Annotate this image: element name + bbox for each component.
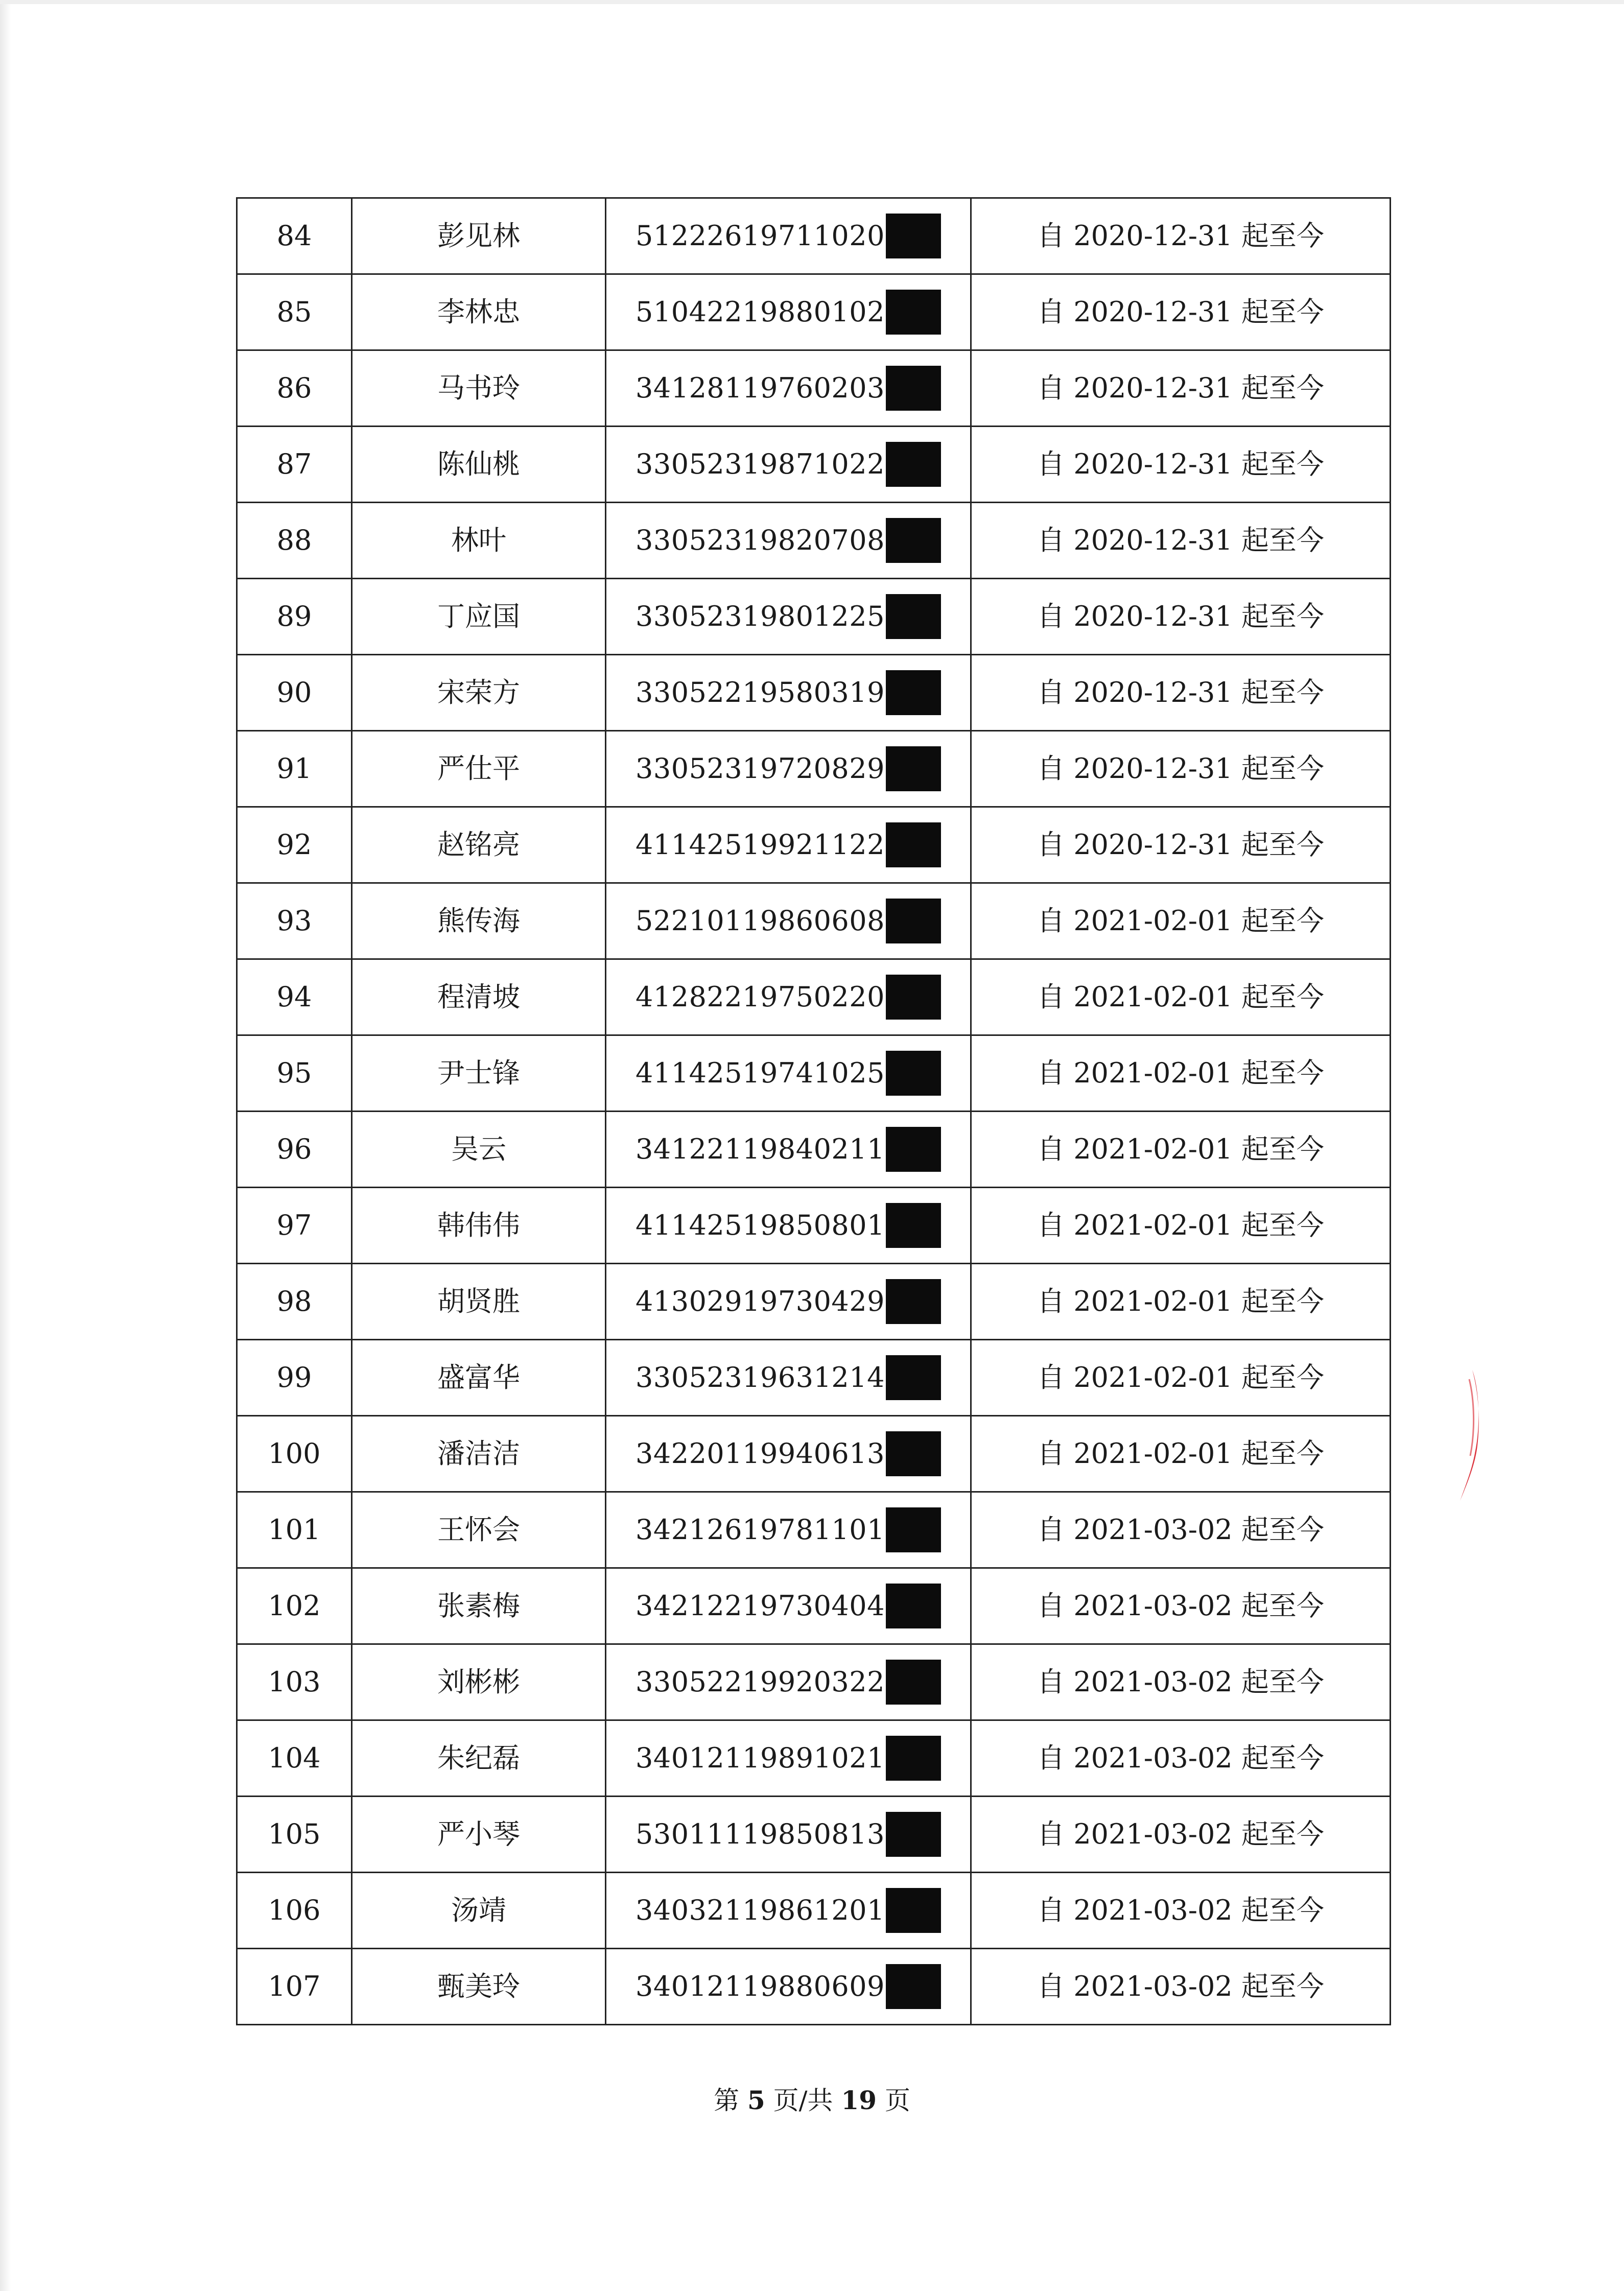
personnel-table	[236, 197, 1391, 2025]
row-number-cell: 89	[237, 579, 352, 655]
row-number-cell: 106	[237, 1873, 352, 1949]
row-number-cell: 93	[237, 883, 352, 959]
period-cell: 自 2021-02-01 起至今	[971, 1416, 1391, 1492]
redaction-block	[886, 518, 941, 563]
id-number-visible-digits: 34220119940613	[636, 1437, 885, 1470]
table-row	[237, 731, 1391, 807]
person-name-cell: 张素梅	[352, 1568, 606, 1644]
period-cell: 自 2021-02-01 起至今	[971, 959, 1391, 1035]
id-number-visible-digits: 33052319720829	[636, 752, 885, 785]
table-row	[237, 1797, 1391, 1873]
person-name-cell: 吴云	[352, 1112, 606, 1188]
id-number-visible-digits: 41142519850801	[636, 1209, 885, 1241]
row-number-cell: 104	[237, 1720, 352, 1797]
person-name-cell: 陈仙桃	[352, 427, 606, 503]
id-number-visible-digits: 52210119860608	[636, 905, 885, 937]
table-row	[237, 1340, 1391, 1416]
person-name-cell: 王怀会	[352, 1492, 606, 1568]
id-number-cell	[606, 1188, 971, 1264]
table-row	[237, 1568, 1391, 1644]
row-number-cell: 97	[237, 1188, 352, 1264]
scan-top-edge	[0, 0, 1624, 4]
period-cell: 自 2021-02-01 起至今	[971, 1188, 1391, 1264]
redaction-block	[886, 1203, 941, 1248]
redaction-block	[886, 670, 941, 715]
id-number-cell	[606, 1949, 971, 2025]
redaction-block	[886, 1964, 941, 2009]
period-cell: 自 2020-12-31 起至今	[971, 274, 1391, 350]
id-number-cell	[606, 883, 971, 959]
id-number-visible-digits: 51222619711020	[636, 220, 885, 252]
table-row	[237, 1112, 1391, 1188]
period-cell: 自 2020-12-31 起至今	[971, 579, 1391, 655]
person-name-cell: 林叶	[352, 503, 606, 579]
seal-stroke-thin	[1469, 1379, 1474, 1456]
table-row	[237, 807, 1391, 883]
row-number-cell: 84	[237, 198, 352, 274]
redaction-block	[886, 1507, 941, 1552]
row-number-cell: 102	[237, 1568, 352, 1644]
id-number-cell	[606, 503, 971, 579]
row-number-cell: 99	[237, 1340, 352, 1416]
row-number-cell: 85	[237, 274, 352, 350]
id-number-visible-digits: 41302919730429	[636, 1285, 885, 1317]
redaction-block	[886, 1812, 941, 1857]
person-name-cell: 汤靖	[352, 1873, 606, 1949]
id-number-cell	[606, 1797, 971, 1873]
row-number-cell: 95	[237, 1035, 352, 1112]
period-cell: 自 2020-12-31 起至今	[971, 807, 1391, 883]
person-name-cell: 刘彬彬	[352, 1644, 606, 1720]
period-cell: 自 2020-12-31 起至今	[971, 198, 1391, 274]
table-row	[237, 1492, 1391, 1568]
id-number-visible-digits: 33052319871022	[636, 448, 885, 480]
id-number-visible-digits: 34128119760203	[636, 372, 885, 404]
id-number-visible-digits: 34212619781101	[636, 1514, 885, 1546]
redaction-block	[886, 1584, 941, 1628]
redaction-block	[886, 290, 941, 335]
id-number-cell	[606, 807, 971, 883]
person-name-cell: 尹士锋	[352, 1035, 606, 1112]
table-row	[237, 959, 1391, 1035]
id-number-cell	[606, 1644, 971, 1720]
table-row	[237, 1644, 1391, 1720]
person-name-cell: 严仕平	[352, 731, 606, 807]
redaction-block	[886, 1888, 941, 1933]
period-cell: 自 2021-03-02 起至今	[971, 1568, 1391, 1644]
person-name-cell: 胡贤胜	[352, 1264, 606, 1340]
total-pages-number: 19	[841, 2085, 877, 2115]
person-name-cell: 韩伟伟	[352, 1188, 606, 1264]
period-cell: 自 2021-02-01 起至今	[971, 883, 1391, 959]
redaction-block	[886, 1736, 941, 1781]
id-number-cell	[606, 427, 971, 503]
row-number-cell: 86	[237, 350, 352, 427]
person-name-cell: 宋荣方	[352, 655, 606, 731]
period-cell: 自 2020-12-31 起至今	[971, 731, 1391, 807]
person-name-cell: 赵铭亮	[352, 807, 606, 883]
table-row	[237, 1035, 1391, 1112]
redaction-block	[886, 1660, 941, 1705]
row-number-cell: 88	[237, 503, 352, 579]
period-cell: 自 2021-03-02 起至今	[971, 1797, 1391, 1873]
id-number-cell	[606, 1720, 971, 1797]
period-cell: 自 2021-02-01 起至今	[971, 1112, 1391, 1188]
period-cell: 自 2020-12-31 起至今	[971, 655, 1391, 731]
redaction-block	[886, 1127, 941, 1172]
redaction-block	[886, 214, 941, 258]
person-name-cell: 程清坡	[352, 959, 606, 1035]
current-page-number: 5	[747, 2085, 765, 2115]
id-number-visible-digits: 34122119840211	[636, 1133, 885, 1165]
person-name-cell: 熊传海	[352, 883, 606, 959]
redaction-block	[886, 975, 941, 1020]
id-number-visible-digits: 51042219880102	[636, 296, 885, 328]
id-number-visible-digits: 34032119861201	[636, 1894, 885, 1926]
period-cell: 自 2021-03-02 起至今	[971, 1644, 1391, 1720]
person-name-cell: 严小琴	[352, 1797, 606, 1873]
person-name-cell: 潘洁洁	[352, 1416, 606, 1492]
row-number-cell: 107	[237, 1949, 352, 2025]
seal-stroke	[1460, 1370, 1479, 1501]
period-cell: 自 2020-12-31 起至今	[971, 427, 1391, 503]
period-cell: 自 2021-03-02 起至今	[971, 1492, 1391, 1568]
id-number-visible-digits: 53011119850813	[636, 1818, 885, 1850]
period-cell: 自 2021-02-01 起至今	[971, 1035, 1391, 1112]
personnel-table-body	[237, 198, 1391, 2025]
table-row	[237, 503, 1391, 579]
id-number-cell	[606, 1873, 971, 1949]
row-number-cell: 98	[237, 1264, 352, 1340]
id-number-cell	[606, 1492, 971, 1568]
redaction-block	[886, 1431, 941, 1476]
person-name-cell: 马书玲	[352, 350, 606, 427]
id-number-cell	[606, 1568, 971, 1644]
id-number-cell	[606, 274, 971, 350]
row-number-cell: 105	[237, 1797, 352, 1873]
table-row	[237, 1416, 1391, 1492]
id-number-cell	[606, 1035, 971, 1112]
id-number-visible-digits: 33052219920322	[636, 1666, 885, 1698]
redaction-block	[886, 1279, 941, 1324]
table-row	[237, 1949, 1391, 2025]
redaction-block	[886, 746, 941, 791]
id-number-visible-digits: 41282219750220	[636, 981, 885, 1013]
redaction-block	[886, 1355, 941, 1400]
table-row	[237, 883, 1391, 959]
period-cell: 自 2020-12-31 起至今	[971, 503, 1391, 579]
row-number-cell: 91	[237, 731, 352, 807]
person-name-cell: 甄美玲	[352, 1949, 606, 2025]
id-number-cell	[606, 655, 971, 731]
id-number-visible-digits: 41142519921122	[636, 829, 885, 861]
id-number-cell	[606, 959, 971, 1035]
period-cell: 自 2021-02-01 起至今	[971, 1264, 1391, 1340]
id-number-cell	[606, 579, 971, 655]
id-number-visible-digits: 34012119880609	[636, 1970, 885, 2002]
id-number-cell	[606, 731, 971, 807]
id-number-visible-digits: 41142519741025	[636, 1057, 885, 1089]
page-footer	[0, 2080, 1624, 2117]
red-seal-edge-mark	[1455, 1369, 1491, 1502]
table-row	[237, 198, 1391, 274]
period-cell: 自 2021-03-02 起至今	[971, 1949, 1391, 2025]
table-row	[237, 274, 1391, 350]
person-name-cell: 李林忠	[352, 274, 606, 350]
table-row	[237, 1873, 1391, 1949]
table-row	[237, 1188, 1391, 1264]
row-number-cell: 100	[237, 1416, 352, 1492]
row-number-cell: 87	[237, 427, 352, 503]
period-cell: 自 2020-12-31 起至今	[971, 350, 1391, 427]
person-name-cell: 朱纪磊	[352, 1720, 606, 1797]
scan-edge-shadow	[0, 0, 11, 2291]
row-number-cell: 94	[237, 959, 352, 1035]
row-number-cell: 92	[237, 807, 352, 883]
footer-middle: 页/共	[773, 2086, 833, 2115]
id-number-visible-digits: 33052219580319	[636, 676, 885, 708]
table-row	[237, 350, 1391, 427]
row-number-cell: 101	[237, 1492, 352, 1568]
id-number-cell	[606, 1112, 971, 1188]
id-number-visible-digits: 33052319820708	[636, 524, 885, 556]
row-number-cell: 90	[237, 655, 352, 731]
table-row	[237, 579, 1391, 655]
period-cell: 自 2021-03-02 起至今	[971, 1873, 1391, 1949]
id-number-visible-digits: 34212219730404	[636, 1590, 885, 1622]
person-name-cell: 彭见林	[352, 198, 606, 274]
redaction-block	[886, 899, 941, 943]
footer-suffix: 页	[884, 2086, 910, 2115]
id-number-cell	[606, 1264, 971, 1340]
id-number-cell	[606, 350, 971, 427]
table-row	[237, 1720, 1391, 1797]
redaction-block	[886, 1051, 941, 1096]
table-row	[237, 427, 1391, 503]
id-number-cell	[606, 1416, 971, 1492]
table-row	[237, 655, 1391, 731]
period-cell: 自 2021-02-01 起至今	[971, 1340, 1391, 1416]
redaction-block	[886, 442, 941, 487]
person-name-cell: 丁应国	[352, 579, 606, 655]
redaction-block	[886, 366, 941, 411]
id-number-cell	[606, 1340, 971, 1416]
row-number-cell: 96	[237, 1112, 352, 1188]
redaction-block	[886, 822, 941, 867]
table-row	[237, 1264, 1391, 1340]
period-cell: 自 2021-03-02 起至今	[971, 1720, 1391, 1797]
id-number-visible-digits: 33052319801225	[636, 600, 885, 632]
redaction-block	[886, 594, 941, 639]
id-number-visible-digits: 33052319631214	[636, 1361, 885, 1394]
person-name-cell: 盛富华	[352, 1340, 606, 1416]
row-number-cell: 103	[237, 1644, 352, 1720]
id-number-cell	[606, 198, 971, 274]
id-number-visible-digits: 34012119891021	[636, 1742, 885, 1774]
footer-prefix: 第	[714, 2086, 740, 2115]
